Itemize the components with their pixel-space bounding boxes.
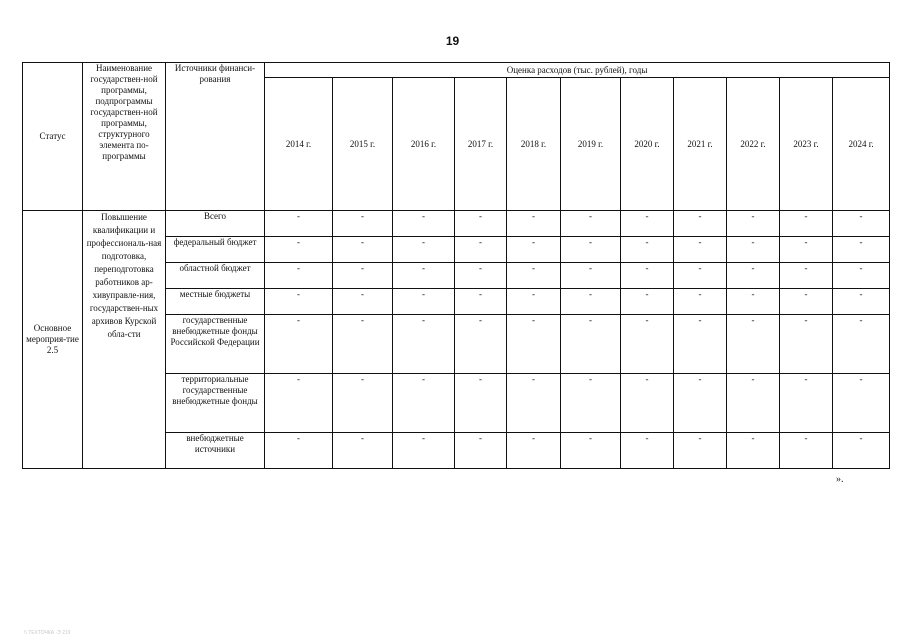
expense-value-cell: - <box>833 374 890 433</box>
expense-value-cell: - <box>265 263 333 289</box>
expense-value-cell: - <box>333 315 393 374</box>
expense-value-cell: - <box>561 374 621 433</box>
expense-value-cell: - <box>621 289 674 315</box>
expense-value-cell: - <box>780 211 833 237</box>
header-status: Статус <box>23 63 83 211</box>
expense-value-cell: - <box>393 237 455 263</box>
expense-value-cell: - <box>393 315 455 374</box>
expense-value-cell: - <box>780 315 833 374</box>
expense-value-cell: - <box>393 289 455 315</box>
closing-quote-mark: ». <box>836 474 844 485</box>
funding-source-cell: внебюджетные источники <box>166 433 265 469</box>
header-year: 2015 г. <box>333 78 393 211</box>
expense-value-cell: - <box>393 433 455 469</box>
expense-value-cell: - <box>265 237 333 263</box>
expense-value-cell: - <box>727 211 780 237</box>
expense-value-cell: - <box>727 263 780 289</box>
expense-value-cell: - <box>455 211 507 237</box>
table-body <box>23 211 890 469</box>
header-year: 2022 г. <box>727 78 780 211</box>
expense-value-cell: - <box>621 263 674 289</box>
expense-value-cell: - <box>265 289 333 315</box>
header-year: 2023 г. <box>780 78 833 211</box>
expense-value-cell: - <box>333 211 393 237</box>
header-program-name: Наименование государствен-ной программы, подпрограммы государствен-ной программы, структурного элемента по-программы <box>83 63 166 211</box>
expense-value-cell: - <box>674 315 727 374</box>
header-year: 2021 г. <box>674 78 727 211</box>
expense-value-cell: - <box>727 374 780 433</box>
header-year: 2019 г. <box>561 78 621 211</box>
expense-value-cell: - <box>621 237 674 263</box>
header-year: 2018 г. <box>507 78 561 211</box>
expense-value-cell: - <box>727 237 780 263</box>
expense-value-cell: - <box>780 237 833 263</box>
funding-source-cell: местные бюджеты <box>166 289 265 315</box>
expense-value-cell: - <box>265 433 333 469</box>
expense-value-cell: - <box>561 237 621 263</box>
expense-value-cell: - <box>727 433 780 469</box>
header-year: 2024 г. <box>833 78 890 211</box>
expense-value-cell: - <box>621 433 674 469</box>
expense-value-cell: - <box>621 211 674 237</box>
expense-value-cell: - <box>507 315 561 374</box>
table-row <box>23 211 890 237</box>
expense-value-cell: - <box>674 237 727 263</box>
page-number: 19 <box>445 34 460 48</box>
expense-value-cell: - <box>727 289 780 315</box>
expense-value-cell: - <box>393 263 455 289</box>
funding-source-cell: федеральный бюджет <box>166 237 265 263</box>
expense-value-cell: - <box>333 263 393 289</box>
expense-value-cell: - <box>455 263 507 289</box>
expense-value-cell: - <box>833 433 890 469</box>
expense-value-cell: - <box>507 289 561 315</box>
expense-value-cell: - <box>621 315 674 374</box>
expense-value-cell: - <box>674 374 727 433</box>
expense-value-cell: - <box>455 433 507 469</box>
expense-value-cell: - <box>780 433 833 469</box>
expense-value-cell: - <box>561 211 621 237</box>
expense-value-cell: - <box>455 237 507 263</box>
expense-value-cell: - <box>727 315 780 374</box>
expense-value-cell: - <box>507 263 561 289</box>
expense-value-cell: - <box>333 374 393 433</box>
expense-value-cell: - <box>561 315 621 374</box>
expense-value-cell: - <box>455 289 507 315</box>
expense-value-cell: - <box>674 289 727 315</box>
expense-value-cell: - <box>780 289 833 315</box>
expense-value-cell: - <box>265 374 333 433</box>
expense-value-cell: - <box>333 289 393 315</box>
expense-value-cell: - <box>333 433 393 469</box>
expense-value-cell: - <box>780 374 833 433</box>
expense-value-cell: - <box>561 263 621 289</box>
budget-table <box>22 62 890 469</box>
expense-value-cell: - <box>833 289 890 315</box>
expense-value-cell: - <box>561 289 621 315</box>
expense-value-cell: - <box>833 315 890 374</box>
program-name-cell: Повышение квалификации и профессиональ-ная подготовка, переподготовка работников ар-хивуправле-ния, государствен-ных архивов Курской обла-сти <box>83 211 166 469</box>
expense-value-cell: - <box>507 433 561 469</box>
header-year: 2016 г. <box>393 78 455 211</box>
status-cell: Основное мероприя-тие 2.5 <box>23 211 83 469</box>
header-year: 2020 г. <box>621 78 674 211</box>
header-year: 2014 г. <box>265 78 333 211</box>
expense-value-cell: - <box>333 237 393 263</box>
expense-value-cell: - <box>833 237 890 263</box>
expense-value-cell: - <box>455 374 507 433</box>
header-expense-estimate: Оценка расходов (тыс. рублей), годы <box>265 63 890 78</box>
expense-value-cell: - <box>674 433 727 469</box>
expense-value-cell: - <box>621 374 674 433</box>
expense-value-cell: - <box>780 263 833 289</box>
funding-source-cell: территориальные государственные внебюджетные фонды <box>166 374 265 433</box>
expense-value-cell: - <box>507 374 561 433</box>
expense-value-cell: - <box>833 263 890 289</box>
expense-value-cell: - <box>393 374 455 433</box>
funding-source-cell: Всего <box>166 211 265 237</box>
expense-value-cell: - <box>265 315 333 374</box>
expense-value-cell: - <box>561 433 621 469</box>
header-funding-source: Источники финанси-рования <box>166 63 265 211</box>
footer-note: \\ ТЕХТОЧКА ·Э 219 <box>24 630 71 636</box>
expense-value-cell: - <box>455 315 507 374</box>
funding-source-cell: областной бюджет <box>166 263 265 289</box>
expense-value-cell: - <box>833 211 890 237</box>
header-row-top <box>23 63 890 78</box>
expense-value-cell: - <box>674 211 727 237</box>
expense-value-cell: - <box>507 237 561 263</box>
expense-value-cell: - <box>265 211 333 237</box>
expense-value-cell: - <box>674 263 727 289</box>
expense-value-cell: - <box>393 211 455 237</box>
header-year: 2017 г. <box>455 78 507 211</box>
funding-source-cell: государственные внебюджетные фонды Российской Федерации <box>166 315 265 374</box>
expense-value-cell: - <box>507 211 561 237</box>
